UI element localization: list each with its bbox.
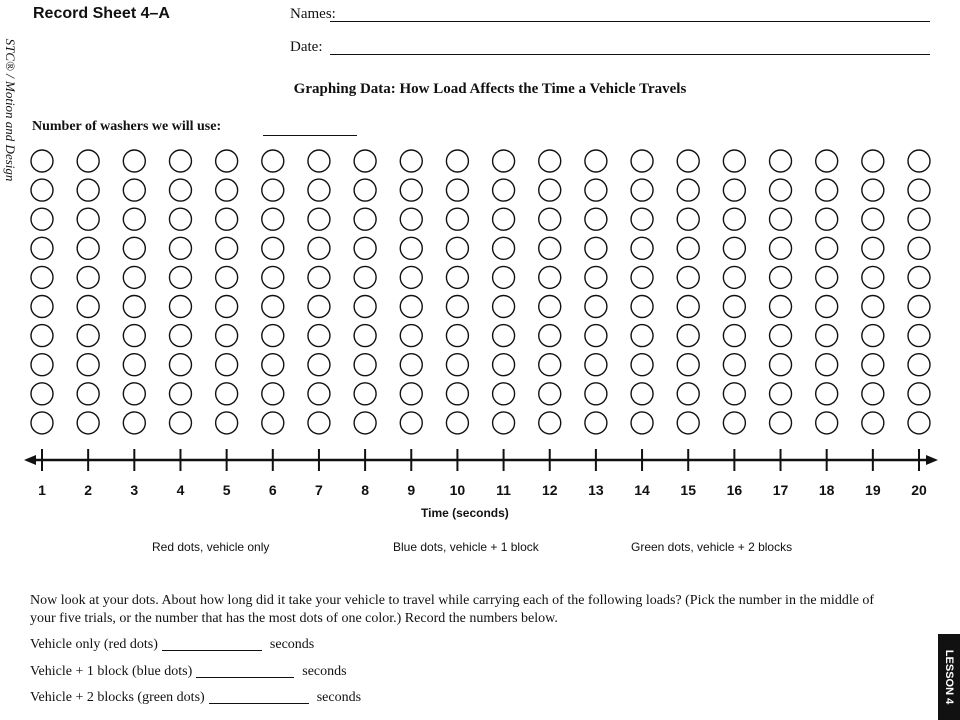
- dot-circle-16-1[interactable]: [723, 412, 745, 434]
- dot-circle-9-9[interactable]: [400, 179, 422, 201]
- dot-circle-10-7[interactable]: [446, 237, 468, 259]
- dot-circle-16-6[interactable]: [723, 266, 745, 288]
- dot-circle-18-9[interactable]: [816, 179, 838, 201]
- dot-circle-13-4[interactable]: [585, 325, 607, 347]
- legend-red: Red dots, vehicle only: [152, 540, 270, 554]
- dot-circle-17-9[interactable]: [770, 179, 792, 201]
- dot-circle-5-6[interactable]: [216, 266, 238, 288]
- dot-circle-2-3[interactable]: [77, 354, 99, 376]
- dot-circle-18-8[interactable]: [816, 208, 838, 230]
- names-field[interactable]: [330, 21, 930, 22]
- dot-circle-10-1[interactable]: [446, 412, 468, 434]
- dot-circle-18-7[interactable]: [816, 237, 838, 259]
- dot-circle-11-8[interactable]: [493, 208, 515, 230]
- dot-circle-11-3[interactable]: [493, 354, 515, 376]
- dot-circle-20-1[interactable]: [908, 412, 930, 434]
- dot-circle-1-8[interactable]: [31, 208, 53, 230]
- washers-field[interactable]: [263, 135, 357, 136]
- dot-circle-9-3[interactable]: [400, 354, 422, 376]
- dot-circle-5-2[interactable]: [216, 383, 238, 405]
- tick-label-9: 9: [407, 482, 416, 498]
- dot-circle-16-3[interactable]: [723, 354, 745, 376]
- dot-circle-13-1[interactable]: [585, 412, 607, 434]
- dot-circle-3-7[interactable]: [123, 237, 145, 259]
- load-seconds-field[interactable]: [209, 689, 309, 704]
- dot-circle-19-8[interactable]: [862, 208, 884, 230]
- dot-circle-13-2[interactable]: [585, 383, 607, 405]
- dot-circle-4-4[interactable]: [169, 325, 191, 347]
- dot-circle-6-9[interactable]: [262, 179, 284, 201]
- dot-circle-6-8[interactable]: [262, 208, 284, 230]
- dot-circle-5-9[interactable]: [216, 179, 238, 201]
- dot-circle-9-6[interactable]: [400, 266, 422, 288]
- dot-circle-3-6[interactable]: [123, 266, 145, 288]
- dot-circle-10-8[interactable]: [446, 208, 468, 230]
- dot-circle-20-8[interactable]: [908, 208, 930, 230]
- dot-circle-19-1[interactable]: [862, 412, 884, 434]
- date-label: Date:: [290, 39, 323, 55]
- sheet-title: Record Sheet 4–A: [33, 5, 170, 22]
- dot-circle-2-6[interactable]: [77, 266, 99, 288]
- dot-circle-8-3[interactable]: [354, 354, 376, 376]
- dot-circle-17-6[interactable]: [770, 266, 792, 288]
- dot-circle-16-4[interactable]: [723, 325, 745, 347]
- dot-circle-17-5[interactable]: [770, 296, 792, 318]
- dot-circle-18-1[interactable]: [816, 412, 838, 434]
- tick-label-13: 13: [588, 482, 604, 498]
- dot-circle-2-8[interactable]: [77, 208, 99, 230]
- dot-circle-15-10[interactable]: [677, 150, 699, 172]
- dot-circle-19-10[interactable]: [862, 150, 884, 172]
- dot-circle-15-5[interactable]: [677, 296, 699, 318]
- dot-circle-16-5[interactable]: [723, 296, 745, 318]
- tick-label-15: 15: [680, 482, 696, 498]
- dot-circle-4-10[interactable]: [169, 150, 191, 172]
- time-axis: [24, 449, 938, 498]
- legend-blue: Blue dots, vehicle + 1 block: [393, 540, 539, 554]
- dot-circle-3-5[interactable]: [123, 296, 145, 318]
- dot-circle-1-10[interactable]: [31, 150, 53, 172]
- dot-circle-10-5[interactable]: [446, 296, 468, 318]
- dot-circle-2-2[interactable]: [77, 383, 99, 405]
- dot-circle-20-5[interactable]: [908, 296, 930, 318]
- dot-circle-6-10[interactable]: [262, 150, 284, 172]
- lesson-tab-label: LESSON 4: [943, 649, 955, 705]
- dot-circle-17-10[interactable]: [770, 150, 792, 172]
- tick-label-16: 16: [726, 482, 743, 498]
- load-unit: seconds: [302, 664, 347, 679]
- dot-circle-11-5[interactable]: [493, 296, 515, 318]
- names-label: Names:: [290, 6, 336, 22]
- dot-circle-11-7[interactable]: [493, 237, 515, 259]
- dot-circle-12-4[interactable]: [539, 325, 561, 347]
- dot-circle-9-5[interactable]: [400, 296, 422, 318]
- lesson-tab: [938, 634, 960, 720]
- load-seconds-field[interactable]: [196, 663, 294, 678]
- dot-circle-14-10[interactable]: [631, 150, 653, 172]
- x-axis-label: Time (seconds): [421, 506, 509, 520]
- dot-circle-3-10[interactable]: [123, 150, 145, 172]
- dot-circle-20-6[interactable]: [908, 266, 930, 288]
- dot-circle-20-7[interactable]: [908, 237, 930, 259]
- dot-circle-4-5[interactable]: [169, 296, 191, 318]
- dot-circle-4-6[interactable]: [169, 266, 191, 288]
- dot-circle-5-4[interactable]: [216, 325, 238, 347]
- dot-circle-5-3[interactable]: [216, 354, 238, 376]
- dot-circle-9-7[interactable]: [400, 237, 422, 259]
- dot-circle-9-2[interactable]: [400, 383, 422, 405]
- dot-circle-3-3[interactable]: [123, 354, 145, 376]
- dot-circle-2-7[interactable]: [77, 237, 99, 259]
- dot-circle-8-2[interactable]: [354, 383, 376, 405]
- dot-circle-5-7[interactable]: [216, 237, 238, 259]
- tick-label-6: 6: [268, 482, 277, 498]
- dot-circle-8-9[interactable]: [354, 179, 376, 201]
- dot-circle-17-3[interactable]: [770, 354, 792, 376]
- dot-circle-18-4[interactable]: [816, 325, 838, 347]
- dot-circle-15-2[interactable]: [677, 383, 699, 405]
- dot-circle-17-2[interactable]: [770, 383, 792, 405]
- dot-circle-7-8[interactable]: [308, 208, 330, 230]
- dot-circle-7-1[interactable]: [308, 412, 330, 434]
- dot-circle-7-2[interactable]: [308, 383, 330, 405]
- dot-circle-10-2[interactable]: [446, 383, 468, 405]
- dot-circle-16-9[interactable]: [723, 179, 745, 201]
- dot-circle-17-4[interactable]: [770, 325, 792, 347]
- dot-circle-5-5[interactable]: [216, 296, 238, 318]
- dot-circle-12-2[interactable]: [539, 383, 561, 405]
- axis-arrow-right: [926, 455, 938, 465]
- load-unit: seconds: [316, 690, 362, 705]
- dot-circle-4-2[interactable]: [169, 383, 191, 405]
- dot-circle-11-1[interactable]: [493, 412, 515, 434]
- dot-circle-19-4[interactable]: [862, 325, 884, 347]
- dot-circle-3-9[interactable]: [123, 179, 145, 201]
- dot-circle-4-3[interactable]: [169, 354, 191, 376]
- dot-circle-7-9[interactable]: [308, 179, 330, 201]
- dot-circle-7-10[interactable]: [308, 150, 330, 172]
- dot-circle-19-7[interactable]: [862, 237, 884, 259]
- dot-circle-15-6[interactable]: [677, 266, 699, 288]
- dot-circle-4-1[interactable]: [169, 412, 191, 434]
- dot-circle-14-1[interactable]: [631, 412, 653, 434]
- dot-circle-16-7[interactable]: [723, 237, 745, 259]
- dot-circle-3-2[interactable]: [123, 383, 145, 405]
- dot-circle-1-6[interactable]: [31, 266, 53, 288]
- dot-circle-13-7[interactable]: [585, 237, 607, 259]
- dot-circle-18-3[interactable]: [816, 354, 838, 376]
- dot-circle-11-9[interactable]: [493, 179, 515, 201]
- dot-circle-10-3[interactable]: [446, 354, 468, 376]
- dot-circle-2-4[interactable]: [77, 325, 99, 347]
- tick-label-11: 11: [496, 482, 511, 498]
- dot-circle-4-8[interactable]: [169, 208, 191, 230]
- dot-circle-20-10[interactable]: [908, 150, 930, 172]
- tick-label-18: 18: [818, 482, 835, 498]
- dot-circle-14-6[interactable]: [631, 266, 653, 288]
- dot-circle-20-2[interactable]: [908, 383, 930, 405]
- dot-circles[interactable]: [31, 150, 930, 434]
- dot-circle-8-5[interactable]: [354, 296, 376, 318]
- washers-label: Number of washers we will use:: [32, 119, 222, 134]
- dot-circle-12-10[interactable]: [539, 150, 561, 172]
- dot-circle-15-3[interactable]: [677, 354, 699, 376]
- dot-circle-7-6[interactable]: [308, 266, 330, 288]
- dot-circle-9-4[interactable]: [400, 325, 422, 347]
- dot-circle-2-10[interactable]: [77, 150, 99, 172]
- dot-circle-15-8[interactable]: [677, 208, 699, 230]
- dot-circle-14-8[interactable]: [631, 208, 653, 230]
- tick-label-17: 17: [772, 482, 789, 498]
- graph-heading: Graphing Data: How Load Affects the Time a Vehicle Travels: [293, 81, 687, 97]
- dot-circle-12-7[interactable]: [539, 237, 561, 259]
- dot-circle-14-4[interactable]: [631, 325, 653, 347]
- dot-circle-1-4[interactable]: [31, 325, 53, 347]
- dot-circle-8-6[interactable]: [354, 266, 376, 288]
- dot-circle-11-10[interactable]: [493, 150, 515, 172]
- dot-circle-16-2[interactable]: [723, 383, 745, 405]
- dot-circle-5-8[interactable]: [216, 208, 238, 230]
- dot-circle-6-5[interactable]: [262, 296, 284, 318]
- load-label: Vehicle + 2 blocks (green dots): [30, 690, 205, 705]
- dot-circle-2-9[interactable]: [77, 179, 99, 201]
- dot-circle-13-9[interactable]: [585, 179, 607, 201]
- dot-circle-1-9[interactable]: [31, 179, 53, 201]
- tick-label-8: 8: [361, 482, 370, 498]
- dot-circle-12-5[interactable]: [539, 296, 561, 318]
- dot-circle-13-6[interactable]: [585, 266, 607, 288]
- dot-circle-13-8[interactable]: [585, 208, 607, 230]
- dot-circle-14-7[interactable]: [631, 237, 653, 259]
- dot-circle-7-4[interactable]: [308, 325, 330, 347]
- dot-circle-5-1[interactable]: [216, 412, 238, 434]
- dot-circle-15-4[interactable]: [677, 325, 699, 347]
- dot-circle-9-10[interactable]: [400, 150, 422, 172]
- dot-circle-10-4[interactable]: [446, 325, 468, 347]
- tick-label-14: 14: [634, 482, 650, 498]
- dot-circle-6-3[interactable]: [262, 354, 284, 376]
- dot-circle-8-7[interactable]: [354, 237, 376, 259]
- dot-circle-1-1[interactable]: [31, 412, 53, 434]
- tick-label-3: 3: [130, 482, 139, 498]
- dot-plot: [0, 140, 960, 505]
- dot-circle-16-8[interactable]: [723, 208, 745, 230]
- dot-circle-2-5[interactable]: [77, 296, 99, 318]
- dot-circle-14-5[interactable]: [631, 296, 653, 318]
- load-label: Vehicle + 1 block (blue dots): [30, 664, 193, 679]
- dot-circle-3-1[interactable]: [123, 412, 145, 434]
- load-row-blue: [30, 663, 347, 680]
- dot-circle-4-9[interactable]: [169, 179, 191, 201]
- tick-label-7: 7: [315, 482, 323, 498]
- tick-label-4: 4: [176, 482, 185, 498]
- axis-arrow-left: [24, 455, 36, 465]
- load-unit: seconds: [269, 637, 315, 652]
- dot-circle-3-8[interactable]: [123, 208, 145, 230]
- legend-green: Green dots, vehicle + 2 blocks: [631, 540, 793, 554]
- dot-circle-5-10[interactable]: [216, 150, 238, 172]
- dot-circle-20-4[interactable]: [908, 325, 930, 347]
- dot-circle-1-5[interactable]: [31, 296, 53, 318]
- date-field[interactable]: [330, 54, 930, 55]
- dot-circle-19-5[interactable]: [862, 296, 884, 318]
- dot-circle-19-3[interactable]: [862, 354, 884, 376]
- tick-label-10: 10: [449, 482, 466, 498]
- dot-circle-8-8[interactable]: [354, 208, 376, 230]
- dot-circle-6-4[interactable]: [262, 325, 284, 347]
- dot-circle-6-2[interactable]: [262, 383, 284, 405]
- dot-circle-8-4[interactable]: [354, 325, 376, 347]
- dot-circle-8-1[interactable]: [354, 412, 376, 434]
- dot-circle-7-5[interactable]: [308, 296, 330, 318]
- tick-label-1: 1: [38, 482, 46, 498]
- dot-circle-7-3[interactable]: [308, 354, 330, 376]
- dot-circle-3-4[interactable]: [123, 325, 145, 347]
- load-row-green: [30, 689, 361, 706]
- dot-circle-9-1[interactable]: [400, 412, 422, 434]
- load-seconds-field[interactable]: [162, 636, 262, 651]
- dot-circle-1-7[interactable]: [31, 237, 53, 259]
- dot-circle-8-10[interactable]: [354, 150, 376, 172]
- dot-circle-13-3[interactable]: [585, 354, 607, 376]
- dot-circle-14-2[interactable]: [631, 383, 653, 405]
- dot-circle-12-1[interactable]: [539, 412, 561, 434]
- dot-circle-12-9[interactable]: [539, 179, 561, 201]
- dot-circle-16-10[interactable]: [723, 150, 745, 172]
- dot-circle-17-1[interactable]: [770, 412, 792, 434]
- dot-circle-10-10[interactable]: [446, 150, 468, 172]
- dot-circle-20-9[interactable]: [908, 179, 930, 201]
- dot-circle-6-1[interactable]: [262, 412, 284, 434]
- dot-circle-10-9[interactable]: [446, 179, 468, 201]
- dot-circle-12-8[interactable]: [539, 208, 561, 230]
- dot-circle-1-3[interactable]: [31, 354, 53, 376]
- dot-circle-4-7[interactable]: [169, 237, 191, 259]
- load-row-red: [30, 636, 314, 653]
- tick-label-2: 2: [84, 482, 93, 498]
- dot-circle-2-1[interactable]: [77, 412, 99, 434]
- dot-circle-19-2[interactable]: [862, 383, 884, 405]
- dot-circle-17-8[interactable]: [770, 208, 792, 230]
- dot-circle-13-5[interactable]: [585, 296, 607, 318]
- dot-circle-14-9[interactable]: [631, 179, 653, 201]
- dot-circle-12-6[interactable]: [539, 266, 561, 288]
- dot-circle-20-3[interactable]: [908, 354, 930, 376]
- dot-circle-19-6[interactable]: [862, 266, 884, 288]
- dot-circle-14-3[interactable]: [631, 354, 653, 376]
- dot-circle-13-10[interactable]: [585, 150, 607, 172]
- dot-circle-15-7[interactable]: [677, 237, 699, 259]
- dot-circle-18-10[interactable]: [816, 150, 838, 172]
- dot-circle-19-9[interactable]: [862, 179, 884, 201]
- dot-circle-18-5[interactable]: [816, 296, 838, 318]
- dot-circle-17-7[interactable]: [770, 237, 792, 259]
- instructions-text: Now look at your dots. About how long did it take your vehicle to travel while carrying each of the following loads? (Pick the number in the middle of your five trials, or the number that has the most dots of one color.) Record the numbers below.: [30, 593, 875, 626]
- tick-label-12: 12: [541, 482, 558, 498]
- dot-circle-7-7[interactable]: [308, 237, 330, 259]
- dot-circle-15-1[interactable]: [677, 412, 699, 434]
- tick-label-5: 5: [222, 482, 231, 498]
- dot-circle-1-2[interactable]: [31, 383, 53, 405]
- dot-circle-10-6[interactable]: [446, 266, 468, 288]
- dot-circle-12-3[interactable]: [539, 354, 561, 376]
- dot-circle-18-6[interactable]: [816, 266, 838, 288]
- dot-circle-11-2[interactable]: [493, 383, 515, 405]
- tick-label-20: 20: [911, 482, 927, 498]
- dot-circle-6-6[interactable]: [262, 266, 284, 288]
- dot-circle-15-9[interactable]: [677, 179, 699, 201]
- side-series-label: STC® / Motion and Design: [3, 38, 18, 182]
- dot-circle-18-2[interactable]: [816, 383, 838, 405]
- dot-circle-9-8[interactable]: [400, 208, 422, 230]
- dot-circle-11-6[interactable]: [493, 266, 515, 288]
- load-label: Vehicle only (red dots): [30, 637, 158, 652]
- dot-circle-6-7[interactable]: [262, 237, 284, 259]
- tick-label-19: 19: [865, 482, 881, 498]
- dot-circle-11-4[interactable]: [493, 325, 515, 347]
